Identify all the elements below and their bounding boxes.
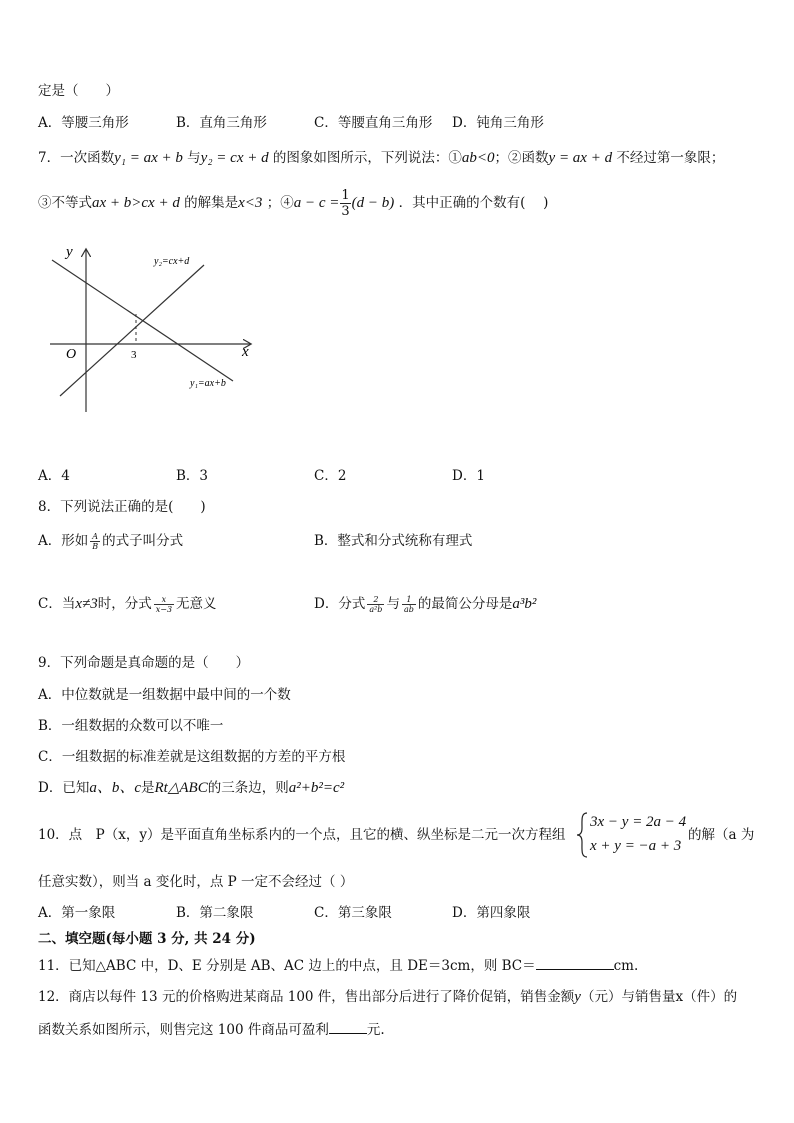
q9-option-c: C．一组数据的标准差就是这组数据的方差的平方根 [38,749,346,765]
q12-line2 [38,1019,385,1040]
q8-d-post: 的最简公分母是 [417,596,513,612]
q11-answer-blank[interactable] [536,955,614,970]
q8-c-post: 无意义 [176,596,217,612]
q6-option-d: D．钝角三角形 [452,115,544,131]
q12-line2-text: 函数关系如图所示，则售完这 100 件商品可盈利 [38,1022,329,1038]
q7-mid: 的图象如图所示，下列说法：① [272,150,462,166]
q9-d-pre: D．已知 [38,780,90,796]
q8-option-d [314,594,536,614]
q11 [38,955,638,976]
q10-option-b: B．第二象限 [176,905,254,921]
q10-brace [575,812,589,858]
q7-fraction [340,188,350,219]
q8-d-frac2-den: ab [403,605,414,614]
q6-option-b: B．直角三角形 [176,115,267,131]
q7-tail: ．其中正确的个数有( ) [398,195,549,211]
q7-s3a: ③不等式 [38,195,92,211]
q11-unit: cm. [613,958,639,974]
q9-option-d [38,778,344,798]
q7-y2: y₂ = cx + d [200,150,269,166]
q10-equation-2: x + y = −a + 3 [590,838,682,854]
q8-a-frac-num: A [90,532,100,542]
q7-prefix: 7．一次函数 [38,150,115,166]
label-x-axis: x [242,344,249,360]
q7-y1: y₁ = ax + b [114,150,183,166]
q7-option-c: C．2 [314,468,347,484]
q12-answer-blank[interactable] [329,1019,367,1034]
q7-s3c: x<3 [238,195,263,211]
q7-s1b: ；②函数 [494,150,549,166]
q7-option-b: B．3 [176,468,209,484]
q12-line1 [38,987,737,1007]
q6-tail: 定是（ ） [38,83,119,99]
q8-option-b: B．整式和分式统称有理式 [314,533,473,549]
q7-s4b: (d − b) [351,195,395,211]
q7-option-a: A．4 [38,468,70,484]
q9-d-vars: a、b、c [89,780,141,796]
q7-statement-2: y = ax + d [548,150,613,166]
q8-option-a [38,531,183,551]
q12-x-unit: （件）的 [683,989,738,1005]
q12-x-var: x [675,989,684,1005]
q9-stem: 9．下列命题是真命题的是（ ） [38,655,250,671]
q7-option-d: D．1 [452,468,485,484]
q7-frac-num: 1 [341,188,350,203]
q8-c-pre: C．当 [38,596,76,612]
q8-c-fraction [154,595,174,614]
q8-c-frac-den: x−3 [155,605,173,614]
q10-line2: 任意实数），则当 a 变化时，点 P 一定不会经过（ ） [38,874,354,890]
q9-option-b: B．一组数据的众数可以不唯一 [38,718,224,734]
q8-a-frac-den: B [92,542,99,551]
q8-d-fraction-2 [402,595,416,614]
q6-option-c: C．等腰直角三角形 [314,115,433,131]
q6-option-a: A．等腰三角形 [38,115,129,131]
q8-d-frac1-den: a²b [369,605,383,614]
q10-option-d: D．第四象限 [452,905,531,921]
q8-d-fraction-1 [367,595,384,614]
q7-statement-1: ab<0 [461,150,495,166]
q8-d-with: 与 [386,596,400,612]
label-tick-3: 3 [131,349,137,361]
q11-text: 11．已知△ABC 中，D、E 分别是 AB、AC 边上的中点，且 DE＝3cm，则 BC＝ [38,958,536,974]
q7-s2b: 不经过第一象限； [616,150,725,166]
q10-equation-1: 3x − y = 2a − 4 [590,814,687,830]
q9-d-mid2: 的三条边，则 [207,780,289,796]
q10-option-c: C．第三象限 [314,905,392,921]
q8-d-frac1-num: 2 [367,595,384,605]
q8-option-c [38,594,217,614]
line-y2 [60,265,204,396]
q8-stem: 8．下列说法正确的是( ) [38,499,206,515]
q10-stem-tail: 的解（a 为 [688,827,755,843]
q12-y-var: y [574,989,581,1005]
q10-stem: 10．点 P（x，y）是平面直角坐标系内的一个点，且它的横、纵坐标是二元一次方程组 [38,827,566,843]
q9-option-a: A．中位数就是一组数据中最中间的一个数 [38,687,291,703]
q7-statement-4: a − c = [293,195,340,211]
q8-c-frac-num: x [154,595,174,605]
section-2-heading: 二、填空题(每小题 3 分, 共 24 分) [38,931,256,947]
label-origin: O [66,347,77,362]
q7-statement-3: ax + b>cx + d [92,195,180,211]
q9-d-mid: 是 [141,780,155,796]
q8-a-pre: A．形如 [38,533,89,549]
q7-graph [40,238,260,418]
q7-stem-line1 [38,148,724,168]
label-y2: y₂=cx+d [154,256,190,267]
q9-d-triangle: Rt△ABC [154,780,208,796]
q12-unit: 元. [366,1022,385,1038]
q7-with: 与 [187,150,201,166]
q10-option-a: A．第一象限 [38,905,116,921]
q12-line1-text: 12．商店以每件 13 元的价格购进某商品 100 件，售出部分后进行了降价促销，销售金额 [38,989,575,1005]
q8-c-cond: x≠3 [75,596,98,612]
q8-d-frac2-num: 1 [402,595,416,605]
label-y1: y₁=ax+b [190,378,226,389]
q8-a-fraction [90,532,100,551]
label-y-axis: y [66,244,73,260]
q7-frac-den: 3 [341,204,350,219]
q8-d-expr: a³b² [512,596,537,612]
line-y1 [52,260,233,381]
q9-d-expr: a²+b²=c² [288,780,345,796]
q8-a-post: 的式子叫分式 [102,533,184,549]
q7-stem-line2 [38,188,548,219]
q7-s3b: 的解集是 [184,195,239,211]
q12-y-unit: （元）与销售量 [580,989,676,1005]
q7-s4a: ；④ [266,195,294,211]
q8-c-mid: 时，分式 [97,596,152,612]
q8-d-pre: D．分式 [314,596,366,612]
